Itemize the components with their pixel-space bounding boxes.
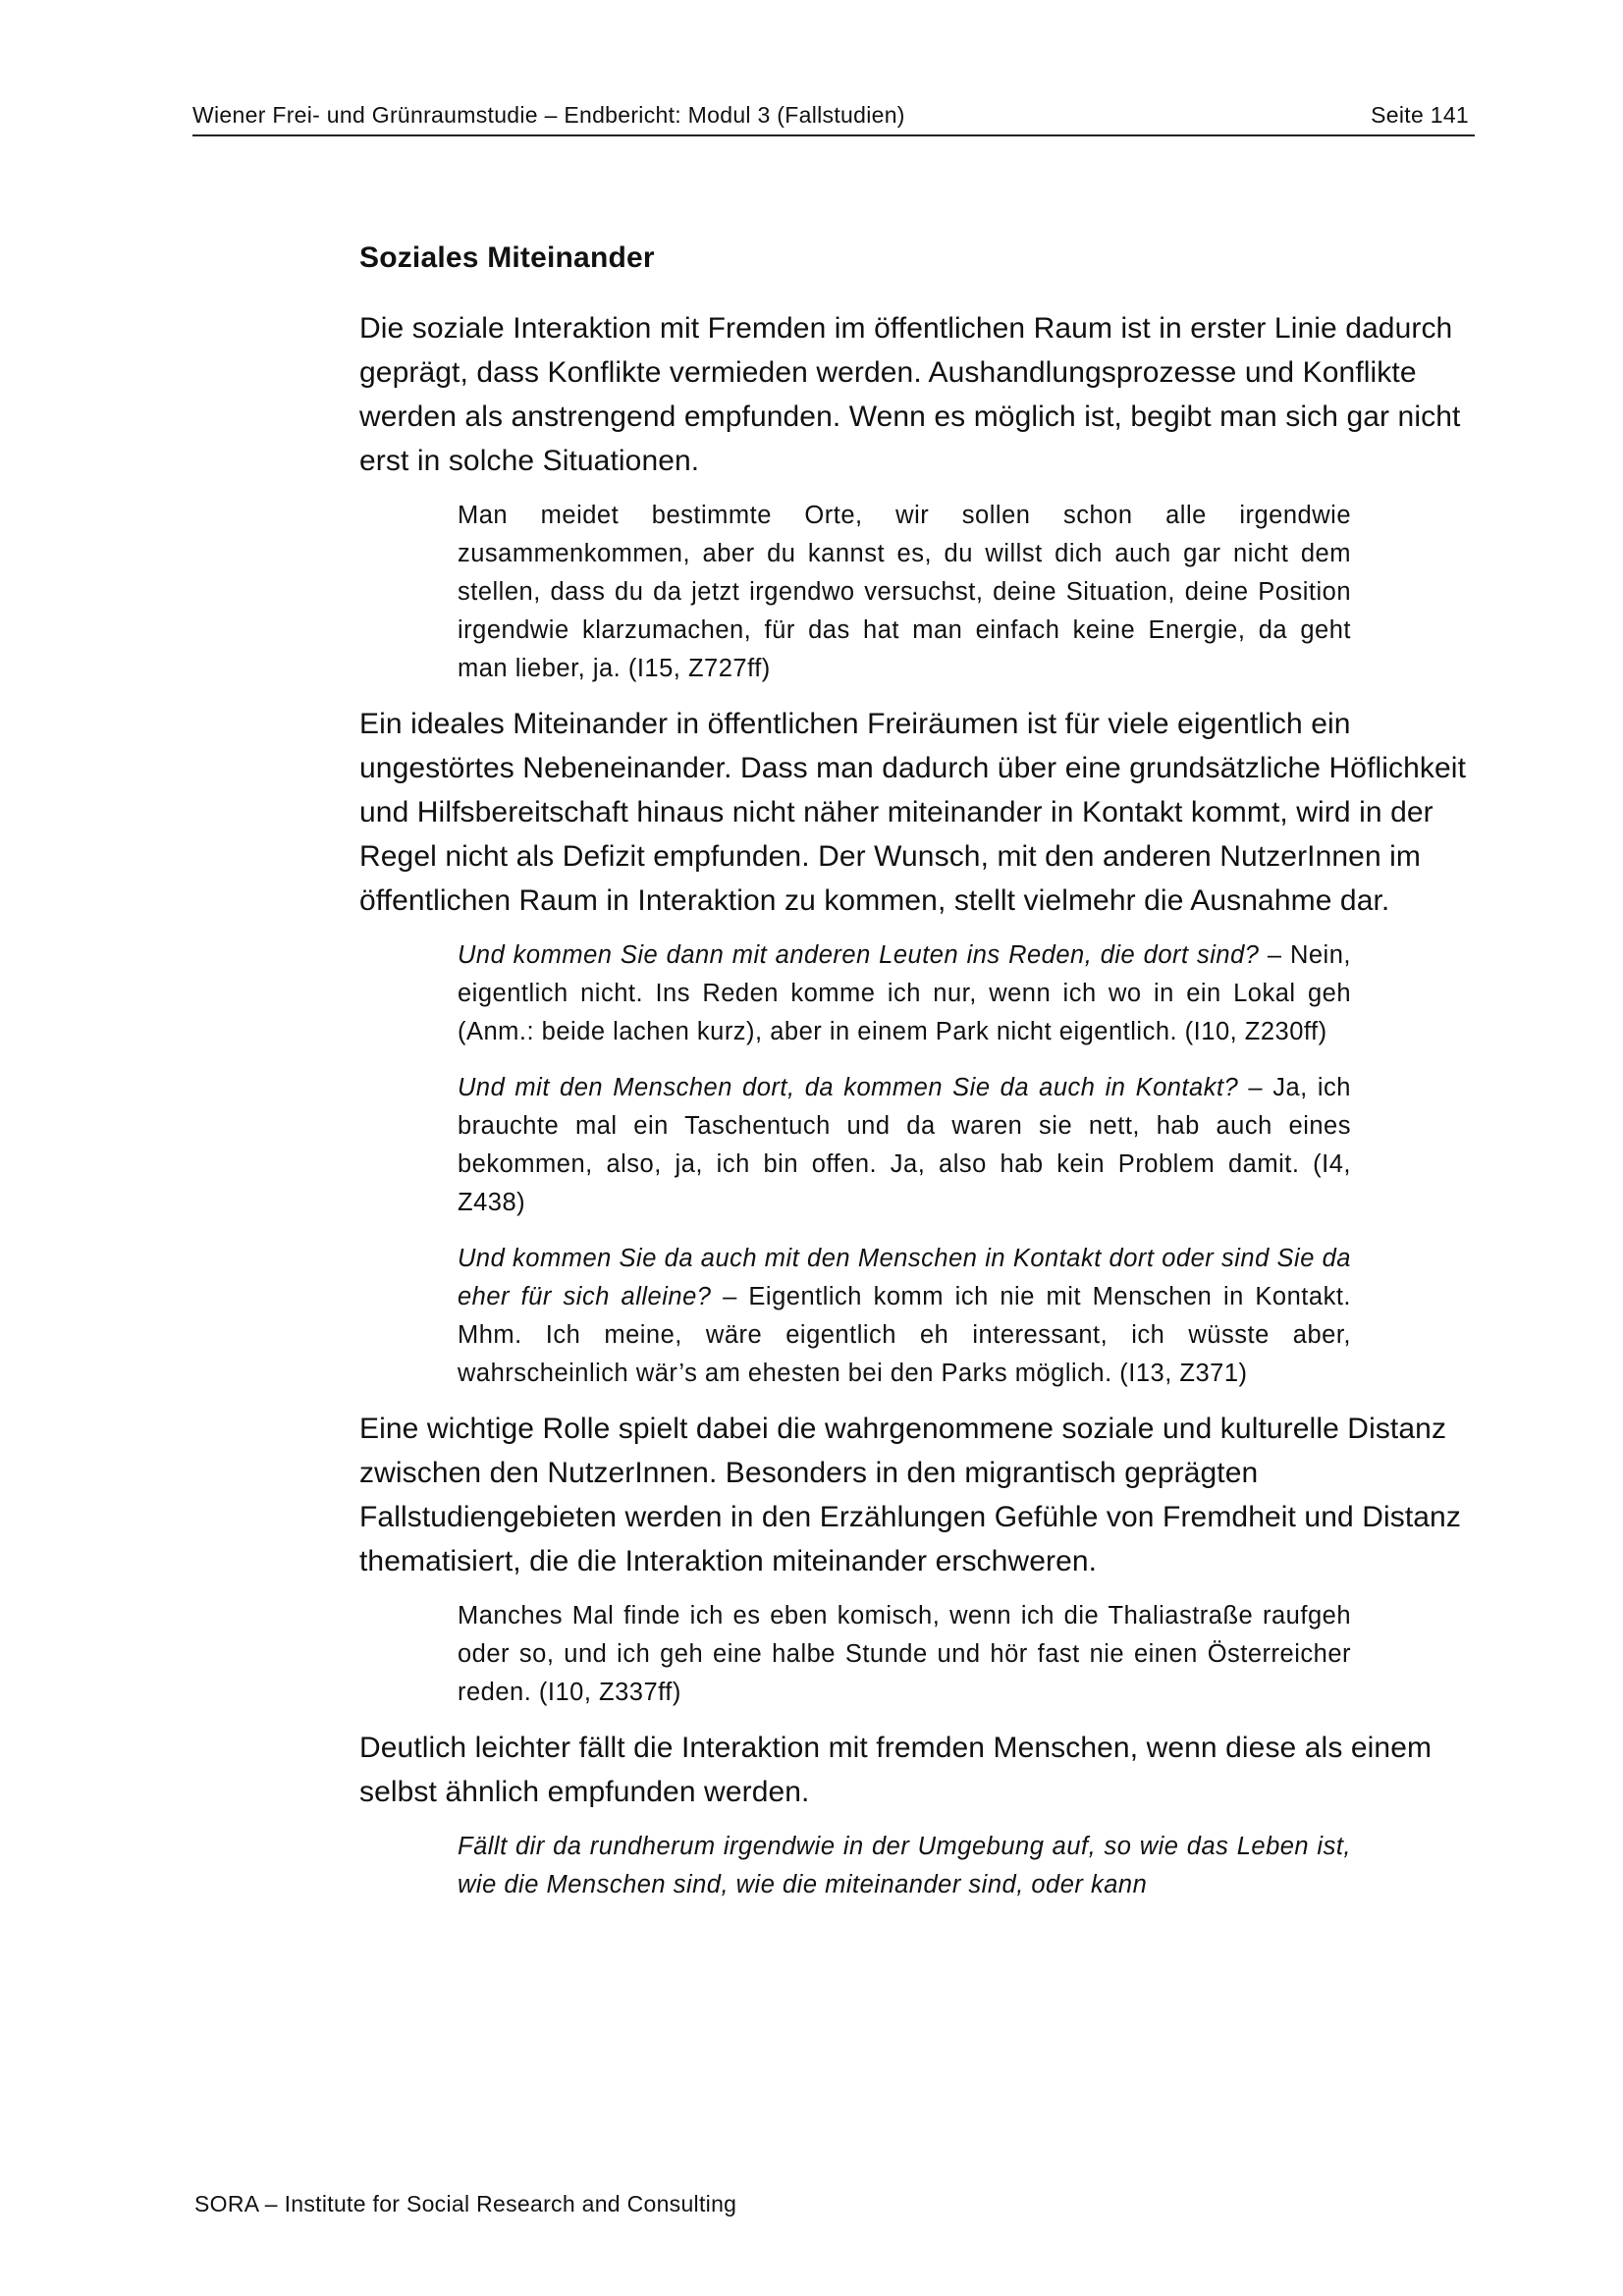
interview-quote xyxy=(458,1828,1351,1904)
quote-answer: – Nein, eigentlich nicht. Ins Reden komme ich nur, wenn ich wo in ein Lokal geh (Anm.: beide lachen kurz), aber in einem Park nicht eigentlich. (I10, Z230ff) xyxy=(458,941,1351,1045)
quote-question: Und kommen Sie dann mit anderen Leuten ins Reden, die dort sind? xyxy=(458,941,1260,969)
section-heading: Soziales Miteinander xyxy=(359,241,655,274)
interview-quote xyxy=(458,936,1351,1051)
interview-quote xyxy=(458,1597,1351,1712)
quote-answer: – Eigentlich komm ich nie mit Menschen in Kontakt. Mhm. Ich meine, wäre eigentlich eh interessant, ich wüsste aber, wahrscheinlich wär’s am ehesten bei den Parks möglich. (I13, Z371) xyxy=(458,1283,1351,1387)
quote-question: Und mit den Menschen dort, da kommen Sie da auch in Kontakt? xyxy=(458,1074,1239,1101)
page-footer: SORA – Institute for Social Research and Consulting xyxy=(194,2191,737,2216)
body-paragraph: Eine wichtige Rolle spielt dabei die wahrgenommene soziale und kulturelle Distanz zwischen den NutzerInnen. Besonders in den migrantisch geprägten Fallstudiengebieten werden in den Erzählungen Gefühle von Fremdheit und Distanz thematisiert, die die Interaktion miteinander erschweren. xyxy=(359,1413,1461,1577)
body-paragraph: Ein ideales Miteinander in öffentlichen Freiräumen ist für viele eigentlich ein ungestörtes Nebeneinander. Dass man dadurch über eine grundsätzliche Höflichkeit und Hilfsbereitschaft hinaus nicht näher miteinander in Kontakt kommt, wird in der Regel nicht als Defizit empfunden. Der Wunsch, mit den anderen NutzerInnen im öffentlichen Raum in Interaktion zu kommen, stellt vielmehr die Ausnahme dar. xyxy=(359,708,1467,917)
page-number: Seite 141 xyxy=(1371,102,1469,128)
interview-quote xyxy=(458,497,1351,688)
quote-answer: Manches Mal finde ich es eben komisch, wenn ich die Thaliastraße raufgeh oder so, und ich geh eine halbe Stunde und hör fast nie einen Österreicher reden. (I10, Z337ff) xyxy=(458,1602,1351,1706)
body-paragraph: Die soziale Interaktion mit Fremden im öffentlichen Raum ist in erster Linie dadurch geprägt, dass Konflikte vermieden werden. Aushandlungsprozesse und Konflikte werden als anstrengend empfunden. Wenn es möglich ist, begibt man sich gar nicht erst in solche Situationen. xyxy=(359,312,1461,477)
page-content xyxy=(359,241,1479,1918)
quote-answer: – Ja, ich brauchte mal ein Taschentuch und da waren sie nett, hab auch eines bekommen, also, ja, ich bin offen. Ja, also hab kein Problem damit. (I4, Z438) xyxy=(458,1074,1351,1216)
document-title: Wiener Frei- und Grünraumstudie – Endbericht: Modul 3 (Fallstudien) xyxy=(192,102,905,128)
interview-quote xyxy=(458,1240,1351,1393)
interview-quote xyxy=(458,1069,1351,1222)
quote-question: Fällt dir da rundherum irgendwie in der Umgebung auf, so wie das Leben ist, wie die Menschen sind, wie die miteinander sind, oder kann xyxy=(458,1833,1351,1898)
body-paragraph: Deutlich leichter fällt die Interaktion mit fremden Menschen, wenn diese als einem selbst ähnlich empfunden werden. xyxy=(359,1732,1433,1808)
quote-answer: Man meidet bestimmte Orte, wir sollen schon alle irgendwie zusammenkommen, aber du kannst es, du willst dich auch gar nicht dem stellen, dass du da jetzt irgendwo versuchst, deine Situation, deine Position irgendwie klarzumachen, für das hat man einfach keine Energie, da geht man lieber, ja. (I15, Z727ff) xyxy=(458,502,1351,682)
page-header xyxy=(192,102,1475,136)
quote-question: Und kommen Sie da auch mit den Menschen in Kontakt dort oder sind Sie da eher für sich alleine? xyxy=(458,1245,1351,1310)
